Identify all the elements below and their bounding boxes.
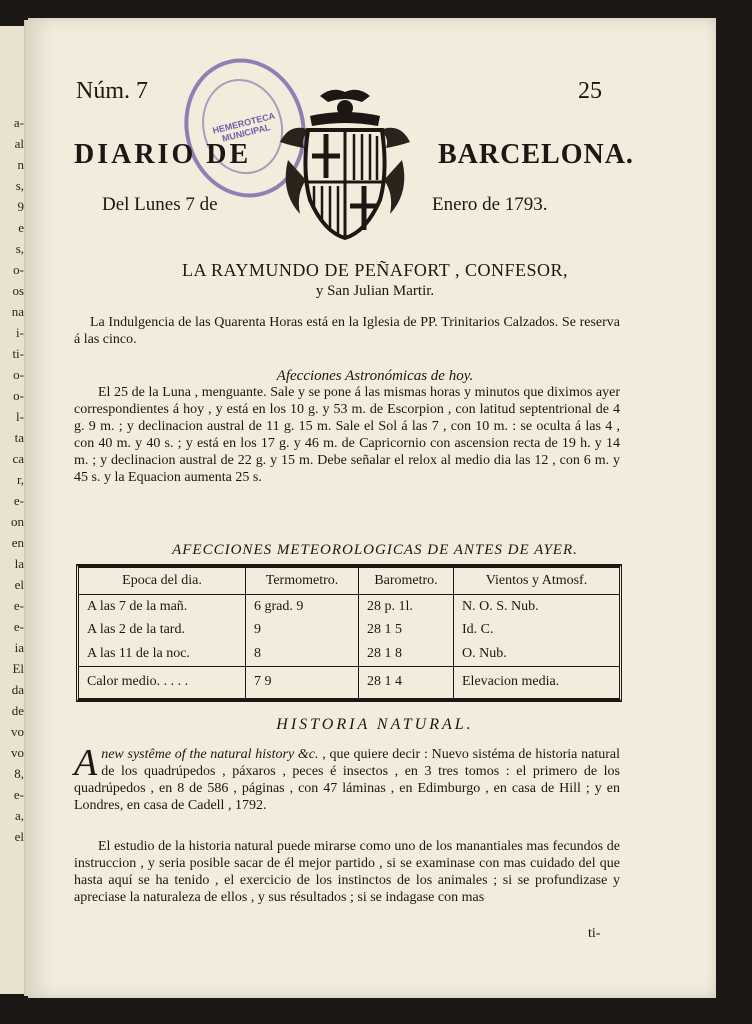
edge-fragment: s,: [15, 178, 24, 193]
stamp-text: HEMEROTECA MUNICIPAL: [211, 110, 277, 144]
issue-number: Núm. 7: [76, 78, 148, 104]
indulgence-notice: [74, 314, 620, 348]
edge-fragment: al: [14, 136, 24, 151]
cell-epoca: A las 2 de la tard.: [79, 619, 246, 642]
date-left: Del Lunes 7 de: [102, 194, 218, 215]
edge-fragment: el: [14, 577, 24, 592]
edge-fragment: vo: [11, 724, 24, 739]
saint-of-the-day: LA RAYMUNDO DE PEÑAFORT , CONFESOR,: [182, 260, 568, 280]
cell-viento: Id. C.: [462, 622, 494, 638]
edge-fragment: e-: [13, 619, 24, 634]
edge-fragment: a,: [14, 808, 24, 823]
edge-fragment: a-: [13, 115, 24, 130]
cell-termo: 7 9: [246, 666, 359, 698]
edge-fragment: os: [12, 283, 24, 298]
weather-grid: [79, 568, 619, 698]
cell-viento: O. Nub.: [462, 645, 507, 661]
drop-cap: A: [74, 742, 98, 784]
edge-fragment: s,: [15, 241, 24, 256]
astronomy-text: El 25 de la Luna , menguante. Sale y se pone á las mismas horas y minutos que diximos ayer correspondientes á hoy , y está en los 10 g. y 53 m. de Escorpion , con latitud septentrional de 4 g. 9 m. ; y declinacion austral de 11 g. 15 m. Sale el Sol á las 7 , con 10 m. : se oculta á las 4 , con 40 m. y 40 s. ; y está en los 17 g. y 46 m. de Capricornio con ascension recta de 19 h. y 14 m. ; y declinacion austral de 22 g. y 15 m. Debe señalar el relox al medio dia las 12 , con 6 m. y 45 s. y la Equacion aumenta 25 s.: [74, 385, 620, 485]
natural-history-intro: [74, 742, 620, 814]
edge-fragment: e-: [13, 787, 24, 802]
intro-paragraph: [74, 742, 620, 814]
edge-fragment: ti-: [12, 346, 24, 361]
table-row: [79, 642, 619, 666]
masthead-right: BARCELONA.: [438, 139, 634, 170]
edge-fragment: 9: [17, 199, 24, 214]
header-epoca: Epoca del dia.: [79, 568, 246, 595]
book-title: new systême of the natural history &c.: [101, 747, 319, 762]
header-termometro: Termometro.: [246, 568, 359, 595]
body-text: El estudio de la historia natural puede mirarse como uno de los manantiales mas fecundos de instruccion , y seria posible sacar de él mejor partido , si se examinase con mas cuidado del que hasta aquí se ha tenido , el exercicio de los instinctos de los animales ; si se profundizase y apreciase la naturaleza de ellos , y sus résultados ; si se indagase con mas: [74, 839, 620, 905]
table-row: [79, 595, 619, 619]
edge-fragment: e-: [13, 598, 24, 613]
weather-table: [76, 564, 622, 702]
edge-fragment: El: [12, 661, 24, 676]
edge-fragment: l-: [16, 409, 24, 424]
catchword: ti-: [588, 926, 601, 941]
edge-fragment: i-: [16, 325, 24, 340]
edge-fragment: o-: [13, 262, 24, 277]
natural-history-heading: HISTORIA NATURAL.: [276, 716, 474, 733]
cell-termo: 6 grad. 9: [246, 595, 359, 619]
meteorology-heading: AFECCIONES METEOROLOGICAS DE ANTES DE AYER.: [172, 542, 578, 558]
edge-fragment: on: [11, 514, 24, 529]
edge-fragment: vo: [11, 745, 24, 760]
weather-header-row: [79, 568, 619, 595]
header-vientos: Vientos y Atmosf.: [454, 568, 620, 595]
edge-fragment: ca: [12, 451, 24, 466]
header-barometro: Barometro.: [359, 568, 454, 595]
cell-baro: 28 1 4: [359, 666, 454, 698]
edge-fragment: el: [14, 829, 24, 844]
table-row: [79, 619, 619, 642]
cell-epoca: A las 11 de la noc.: [79, 642, 246, 666]
astronomy-section: [74, 384, 620, 486]
edge-fragment: e-: [13, 493, 24, 508]
cell-viento: N. O. S. Nub.: [462, 598, 539, 614]
edge-fragment: o-: [13, 388, 24, 403]
natural-history-body: [74, 838, 620, 906]
cell-termo: 8: [246, 642, 359, 666]
indulgence-text: La Indulgencia de las Quarenta Horas está en la Iglesia de PP. Trinitarios Calzados. Se reserva á las cinco.: [74, 315, 620, 347]
astronomy-heading: Afecciones Astronómicas de hoy.: [276, 368, 474, 384]
cell-baro: 28 p. 1l.: [359, 595, 454, 619]
edge-fragment: la: [14, 556, 24, 571]
edge-fragment: ia: [14, 640, 24, 655]
date-right: Enero de 1793.: [432, 194, 548, 215]
cell-baro: 28 1 8: [359, 642, 454, 666]
summary-row: [79, 666, 619, 698]
cell-termo: 9: [246, 619, 359, 642]
barcelona-coat-of-arms-icon: [270, 82, 420, 242]
masthead-left: DIARIO DE: [74, 139, 252, 170]
edge-fragment: da: [11, 682, 24, 697]
edge-fragment: r,: [16, 472, 24, 487]
edge-fragment: n: [17, 157, 24, 172]
edge-fragment: e: [18, 220, 24, 235]
edge-fragment: na: [11, 304, 24, 319]
cell-epoca: A las 7 de la mañ.: [79, 595, 246, 619]
edge-fragment: ta: [14, 430, 24, 445]
edge-fragment: 8,: [14, 766, 24, 781]
facing-page-edge: [0, 26, 26, 994]
edge-fragment: en: [11, 535, 24, 550]
cell-viento: Elevacion media.: [454, 666, 620, 698]
saint-secondary: y San Julian Martir.: [315, 283, 435, 299]
cell-baro: 28 1 5: [359, 619, 454, 642]
edge-fragment: de: [11, 703, 24, 718]
cell-epoca: Calor medio. . . . .: [79, 666, 246, 698]
intro-text: , que quiere decir : Nuevo sistéma de historia natural de los quadrúpedos , páxaros , peces é insectos , en 3 tres tomos : el primero de los quadrúpedos , en 8 de 586 , páginas , con 47 láminas , en Edimburgo , en casa de Hill ; y en Londres, en casa de Cadell , 1792.: [74, 747, 620, 813]
edge-fragment: o-: [13, 367, 24, 382]
page-number: 25: [578, 78, 602, 104]
